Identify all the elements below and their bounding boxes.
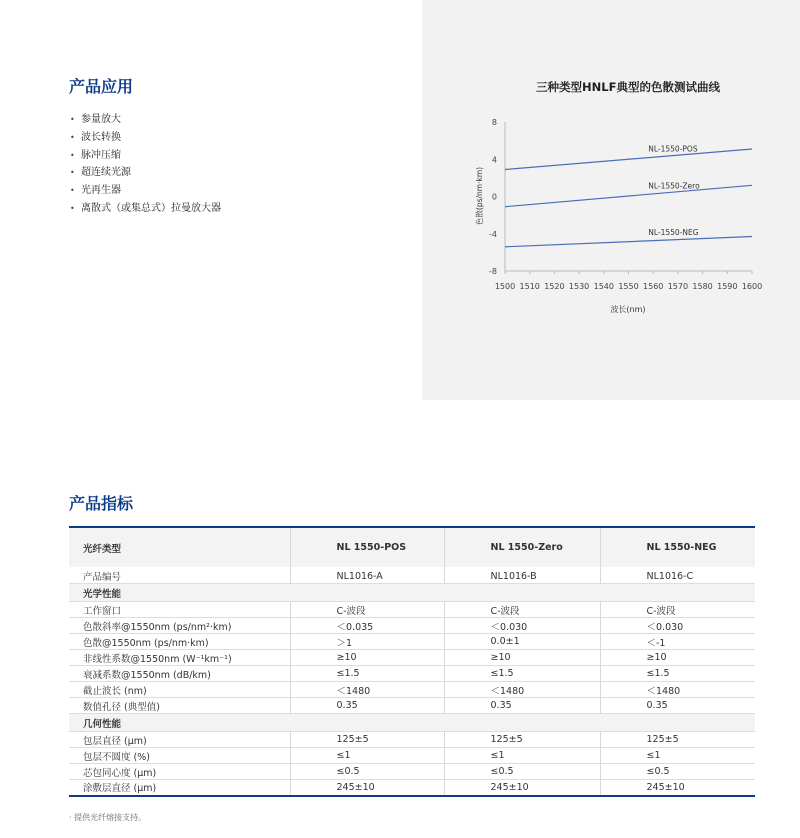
row-label: 芯包同心度 (μm) — [83, 767, 157, 779]
x-tick-label: 1560 — [643, 282, 664, 291]
row-value: 125±5 — [600, 732, 755, 748]
row-value: ≤1 — [290, 748, 444, 764]
header-cell: 光纤类型 — [83, 543, 122, 555]
row-value: 0.0±1 — [444, 634, 600, 650]
table-row — [69, 618, 755, 634]
dispersion-chart-panel — [422, 0, 800, 400]
row-value: ＜0.035 — [290, 618, 444, 634]
row-value: 0.35 — [444, 698, 600, 714]
x-tick-label: 1570 — [667, 282, 689, 291]
section-row — [69, 714, 755, 732]
row-value: 245±10 — [444, 780, 600, 796]
application-item: • 参量放大 — [70, 111, 221, 129]
y-tick-label: 4 — [491, 155, 497, 165]
row-value: 0.35 — [600, 698, 755, 714]
section-heading: 几何性能 — [69, 714, 755, 732]
row-label: 工作窗口 — [83, 605, 122, 617]
row-value: ≤1.5 — [444, 666, 600, 682]
row-value: C-波段 — [600, 602, 755, 618]
series-label: NL-1550-POS — [648, 144, 698, 154]
header-cell: NL 1550-POS — [290, 527, 444, 567]
table-row — [69, 698, 755, 714]
x-tick-label: 1580 — [692, 282, 713, 291]
row-value: ＜0.030 — [444, 618, 600, 634]
row-value: NL1016-C — [600, 567, 755, 584]
row-label: 涂敷层直径 (μm) — [83, 783, 157, 795]
row-value: ≤1.5 — [600, 666, 755, 682]
y-tick-label: -4 — [489, 229, 497, 239]
row-value: 125±5 — [290, 732, 444, 748]
application-item: • 离散式（或集总式）拉曼放大器 — [70, 200, 221, 218]
row-value: 245±10 — [290, 780, 444, 796]
row-value: ＜-1 — [600, 634, 755, 650]
row-value: ≤1 — [600, 748, 755, 764]
row-value: C-波段 — [290, 602, 444, 618]
row-value: ≤1.5 — [290, 666, 444, 682]
series-line-nl-1550-pos — [505, 149, 752, 170]
row-value: ≥10 — [290, 650, 444, 666]
row-label: 数值孔径 (典型值) — [83, 701, 160, 713]
row-value: ≤1 — [444, 748, 600, 764]
row-label: 包层直径 (μm) — [83, 735, 147, 747]
header-cell: NL 1550-Zero — [444, 527, 600, 567]
row-value: NL1016-A — [290, 567, 444, 584]
x-tick-label: 1540 — [593, 282, 614, 291]
x-tick-label: 1550 — [618, 282, 639, 291]
section-row — [69, 584, 755, 602]
y-tick-label: -8 — [489, 267, 497, 276]
x-tick-label: 1590 — [717, 282, 738, 291]
table-row — [69, 682, 755, 698]
row-value: NL1016-B — [444, 567, 600, 584]
specs-header-row — [69, 527, 755, 567]
table-row — [69, 732, 755, 748]
row-label: 衰减系数@1550nm (dB/km) — [83, 669, 211, 681]
section-heading: 光学性能 — [69, 584, 755, 602]
table-row — [69, 602, 755, 618]
row-value: ≥10 — [600, 650, 755, 666]
series-line-nl-1550-neg — [505, 237, 752, 247]
application-item: • 脉冲压缩 — [70, 147, 221, 165]
header-cell: NL 1550-NEG — [600, 527, 755, 567]
row-value: 125±5 — [444, 732, 600, 748]
table-row — [69, 567, 755, 584]
y-axis-label: 色散(ps/nm·km) — [475, 166, 484, 226]
chart-title: 三种类型HNLF典型的色散测试曲线 — [536, 80, 720, 94]
table-row — [69, 764, 755, 780]
row-value: C-波段 — [444, 602, 600, 618]
table-row — [69, 634, 755, 650]
applications-title: 产品应用 — [69, 77, 134, 96]
footnote: · 提供光纤熔接支持。 — [69, 813, 147, 822]
specs-title: 产品指标 — [69, 494, 134, 513]
x-axis-label: 波长(nm) — [610, 305, 646, 314]
row-label: 非线性系数@1550nm (W⁻¹km⁻¹) — [83, 653, 232, 665]
dispersion-chart — [422, 0, 800, 400]
row-label: 色散斜率@1550nm (ps/nm²·km) — [83, 621, 232, 633]
table-row — [69, 666, 755, 682]
row-value: ＜0.030 — [600, 618, 755, 634]
row-label: 截止波长 (nm) — [83, 685, 147, 697]
table-row — [69, 780, 755, 796]
row-label: 产品编号 — [83, 572, 122, 583]
row-value: 245±10 — [600, 780, 755, 796]
y-tick-label: 8 — [491, 118, 497, 127]
table-row — [69, 748, 755, 764]
x-tick-label: 1500 — [494, 282, 516, 291]
row-value: ≤0.5 — [290, 764, 444, 780]
row-value: ≤0.5 — [444, 764, 600, 780]
row-label: 色散@1550nm (ps/nm·km) — [83, 637, 209, 649]
y-tick-label: 0 — [491, 192, 497, 202]
x-tick-label: 1520 — [544, 282, 565, 291]
row-value: ≥10 — [444, 650, 600, 666]
x-tick-label: 1600 — [741, 282, 763, 291]
application-item: • 光再生器 — [70, 182, 221, 200]
x-tick-label: 1510 — [519, 282, 540, 291]
row-value: ≤0.5 — [600, 764, 755, 780]
row-label: 包层不圆度 (%) — [83, 751, 150, 763]
series-line-nl-1550-zero — [505, 185, 752, 206]
application-item: • 超连续光源 — [70, 164, 221, 182]
row-value: ＜1480 — [290, 682, 444, 698]
applications-list — [70, 111, 221, 218]
row-value: ＞1 — [290, 634, 444, 650]
series-label: NL-1550-Zero — [648, 181, 700, 191]
series-label: NL-1550-NEG — [648, 227, 699, 237]
row-value: 0.35 — [290, 698, 444, 714]
table-row — [69, 650, 755, 666]
application-item: • 波长转换 — [70, 129, 221, 147]
row-value: ＜1480 — [600, 682, 755, 698]
specs-table — [69, 526, 755, 797]
row-value: ＜1480 — [444, 682, 600, 698]
x-tick-label: 1530 — [568, 282, 590, 291]
